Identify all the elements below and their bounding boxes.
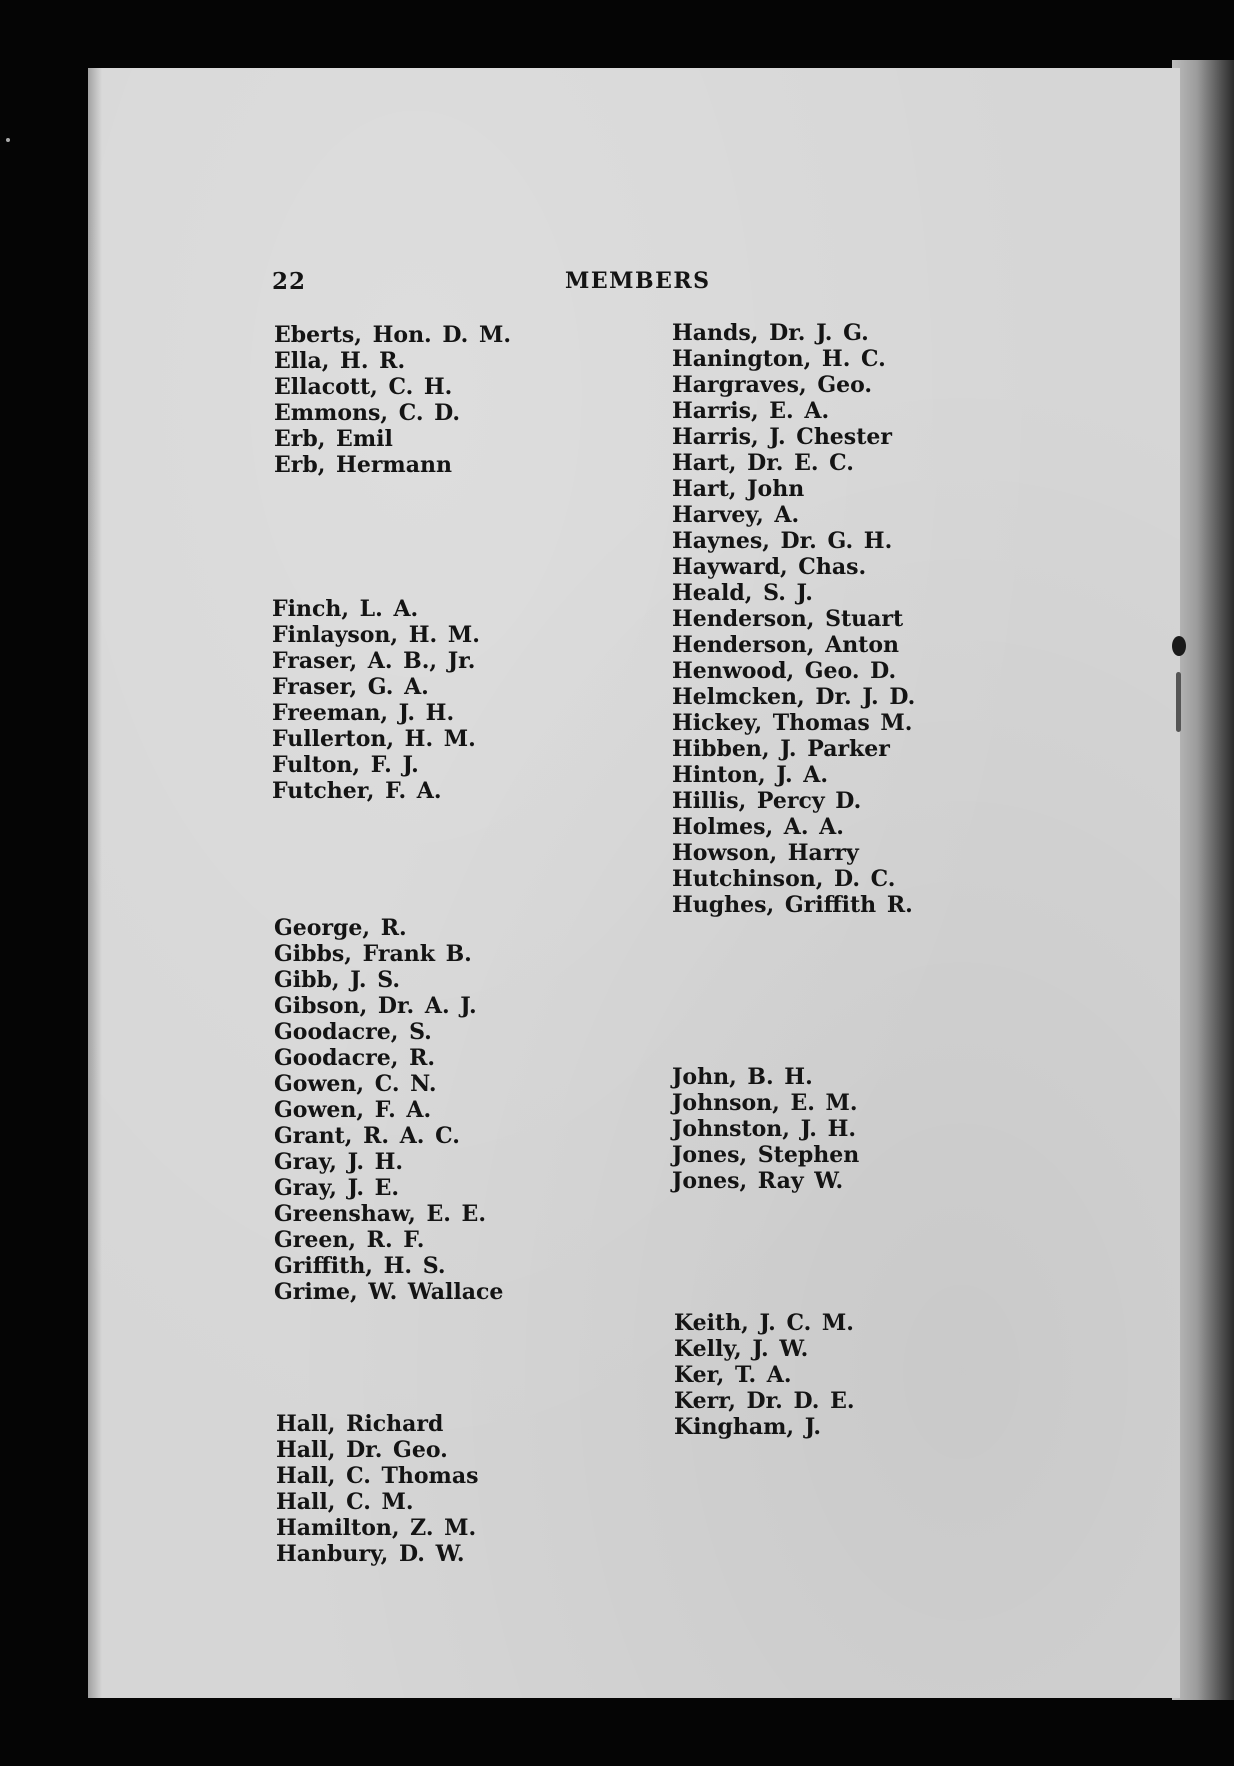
list-item: Kelly, J. W. — [674, 1336, 809, 1362]
list-item: Fulton, F. J. — [272, 752, 419, 778]
list-item: Holmes, A. A. — [672, 814, 844, 840]
list-item: Hall, C. M. — [276, 1489, 414, 1515]
list-item: Harris, J. Chester — [672, 424, 892, 450]
list-item: Jones, Stephen — [672, 1142, 860, 1168]
list-item: Hinton, J. A. — [672, 762, 829, 788]
list-item: Gray, J. H. — [274, 1149, 404, 1175]
list-item: Harris, E. A. — [672, 398, 830, 424]
list-item: Kingham, J. — [674, 1414, 822, 1440]
list-item: Greenshaw, E. E. — [274, 1201, 486, 1227]
list-item: Hibben, J. Parker — [672, 736, 890, 762]
list-item: Hanington, H. C. — [672, 346, 886, 372]
page-shadow — [88, 68, 102, 1698]
running-title: MEMBERS — [565, 268, 711, 294]
book-page — [88, 68, 1180, 1698]
page-number: 22 — [272, 268, 307, 295]
list-item: Freeman, J. H. — [272, 700, 455, 726]
list-item: Grant, R. A. C. — [274, 1123, 460, 1149]
list-item: Griffith, H. S. — [274, 1253, 446, 1279]
list-item: Ella, H. R. — [274, 348, 406, 374]
list-item: Ellacott, C. H. — [274, 374, 453, 400]
list-item: Fraser, A. B., Jr. — [272, 648, 476, 674]
list-item: Hands, Dr. J. G. — [672, 320, 869, 346]
ink-smudge — [1176, 672, 1181, 732]
list-item: Hickey, Thomas M. — [672, 710, 913, 736]
list-item: Hall, Dr. Geo. — [276, 1437, 448, 1463]
list-item: Green, R. F. — [274, 1227, 425, 1253]
list-item: Gibson, Dr. A. J. — [274, 993, 477, 1019]
list-item: Hayward, Chas. — [672, 554, 867, 580]
list-item: Howson, Harry — [672, 840, 859, 866]
list-item: Futcher, F. A. — [272, 778, 442, 804]
list-item: Eberts, Hon. D. M. — [274, 322, 512, 348]
list-item: Ker, T. A. — [674, 1362, 792, 1388]
list-item: Finch, L. A. — [272, 596, 419, 622]
list-item: Hart, Dr. E. C. — [672, 450, 854, 476]
list-item: Hamilton, Z. M. — [276, 1515, 477, 1541]
dust-speck — [6, 138, 10, 142]
list-item: Henderson, Stuart — [672, 606, 904, 632]
ink-blot — [1172, 636, 1186, 656]
list-item: George, R. — [274, 915, 407, 941]
list-item: Goodacre, S. — [274, 1019, 432, 1045]
list-item: Heald, S. J. — [672, 580, 813, 606]
list-item: Gowen, F. A. — [274, 1097, 432, 1123]
list-item: Hall, Richard — [276, 1411, 444, 1437]
list-item: Fraser, G. A. — [272, 674, 429, 700]
list-item: Emmons, C. D. — [274, 400, 461, 426]
list-item: Gray, J. E. — [274, 1175, 400, 1201]
list-item: Helmcken, Dr. J. D. — [672, 684, 916, 710]
list-item: Erb, Hermann — [274, 452, 452, 478]
list-item: Grime, W. Wallace — [274, 1279, 504, 1305]
list-item: Hall, C. Thomas — [276, 1463, 479, 1489]
list-item: Jones, Ray W. — [672, 1168, 844, 1194]
list-item: Hart, John — [672, 476, 805, 502]
list-item: Hillis, Percy D. — [672, 788, 862, 814]
list-item: Gibb, J. S. — [274, 967, 401, 993]
list-item: Gowen, C. N. — [274, 1071, 437, 1097]
list-item: Keith, J. C. M. — [674, 1310, 854, 1336]
list-item: Goodacre, R. — [274, 1045, 436, 1071]
list-item: John, B. H. — [672, 1064, 813, 1090]
list-item: Gibbs, Frank B. — [274, 941, 472, 967]
list-item: Johnson, E. M. — [672, 1090, 858, 1116]
list-item: Hanbury, D. W. — [276, 1541, 465, 1567]
list-item: Henwood, Geo. D. — [672, 658, 897, 684]
list-item: Kerr, Dr. D. E. — [674, 1388, 855, 1414]
list-item: Finlayson, H. M. — [272, 622, 480, 648]
list-item: Erb, Emil — [274, 426, 393, 452]
list-item: Hutchinson, D. C. — [672, 866, 896, 892]
list-item: Fullerton, H. M. — [272, 726, 476, 752]
page-edge — [1172, 60, 1234, 1700]
list-item: Harvey, A. — [672, 502, 800, 528]
list-item: Hargraves, Geo. — [672, 372, 873, 398]
list-item: Henderson, Anton — [672, 632, 900, 658]
list-item: Haynes, Dr. G. H. — [672, 528, 893, 554]
list-item: Hughes, Griffith R. — [672, 892, 913, 918]
list-item: Johnston, J. H. — [672, 1116, 857, 1142]
